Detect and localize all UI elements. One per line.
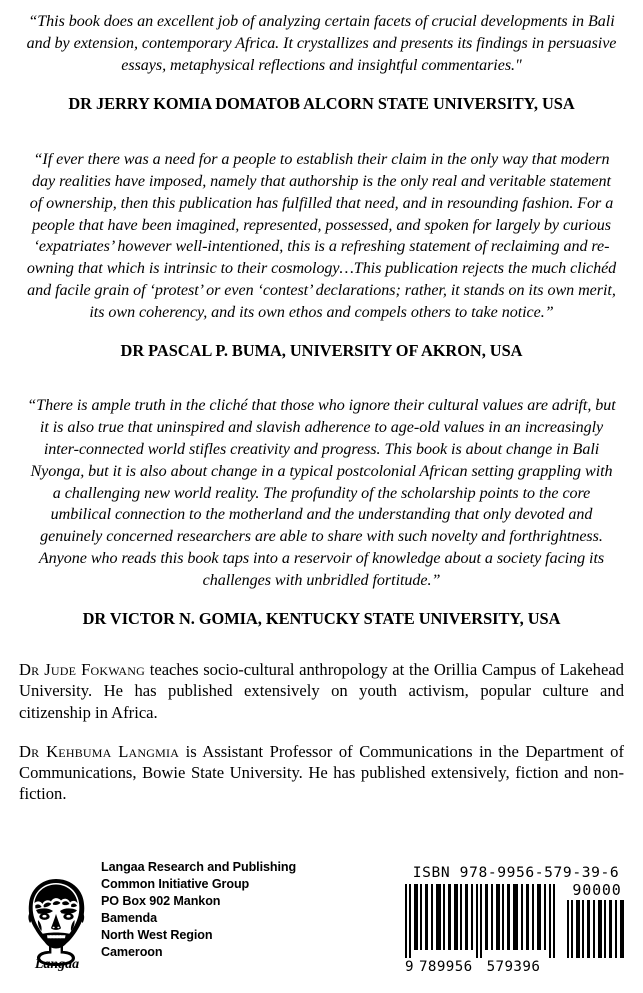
spacer-1: [16, 130, 627, 149]
ean-group-1: 789956: [418, 959, 473, 975]
endorsement-attribution-1: DR JERRY KOMIA DOMATOB ALCORN STATE UNIVERSITY, USA: [68, 93, 575, 113]
cover-footer: [0, 833, 643, 993]
author-name-1: Dr Jude Fokwang: [19, 659, 146, 679]
endorsement-block-1: [16, 11, 627, 114]
publisher-line-5: North West Region: [101, 928, 213, 943]
langaa-logo-icon: [22, 875, 92, 971]
publisher-address: [101, 859, 296, 971]
ean13-barcode: [405, 884, 557, 958]
addon-digits: 90000: [572, 881, 622, 899]
author-bios: [16, 659, 627, 805]
publisher-line-2: Common Initiative Group: [101, 877, 250, 892]
svg-text:Langaa: Langaa: [34, 957, 80, 971]
author-bio-text-2: is Assistant Professor of Communications in the Department of Communications, Bowie State University. He has published extensively, fiction and non-fiction.: [19, 741, 624, 804]
publisher-line-3: PO Box 902 Mankon: [101, 894, 221, 909]
author-bio-text-1: teaches socio-cultural anthropology at the Orillia Campus of Lakehead University. He has published extensively on youth activism, popular culture and citizenship in Africa.: [19, 659, 624, 722]
publisher-line-4: Bamenda: [101, 911, 157, 926]
isbn-text: ISBN 978-9956-579-39-6: [412, 864, 620, 881]
ean13-digits: [405, 959, 627, 975]
endorsement-quote-1: “This book does an excellent job of analyzing certain facets of crucial developments in Bali and by extension, contemporary Africa. It crystallizes and presents its findings in persuasive essays, metaphysical reflections and insightful commentaries.": [26, 13, 617, 74]
publisher-line-6: Cameroon: [101, 945, 163, 960]
endorsement-quote-2: “If ever there was a need for a people to establish their claim in the only way that modern day realities have imposed, namely that authorship is the only real and veritable statement of ownership, then this publication has fulfilled that need, and in resounding fashion. For a people that have been imagined, represented, possessed, and spoken for largely by curious ‘expatriates’ however well-intentioned, this is a refreshing statement of reclaiming and re-owning that which is intrinsic to their cosmology…This publication rejects the much clichéd and facile grain of ‘protest’ or even ‘contest’ declarations; rather, it stands on its own merit, its own coherency, and its own ethos and compels others to take notice.”: [26, 151, 617, 321]
endorsement-block-2: [16, 149, 627, 361]
ean5-addon: [567, 883, 627, 958]
author-bio-1: [19, 659, 624, 723]
isbn-barcode-block: [405, 864, 627, 975]
endorsement-block-3: [16, 395, 627, 629]
endorsement-attribution-2: DR PASCAL P. BUMA, UNIVERSITY OF AKRON, USA: [120, 340, 523, 360]
publisher-block: [22, 859, 296, 971]
endorsement-quote-3: “There is ample truth in the cliché that those who ignore their cultural values are adrift, but it is also true that uninspired and slavish adherence to age-old values in an increasingly inter-connected world stifles creativity and progress. This book is about change in Bali Nyonga, but it is also about change in a typical postcolonial African setting grappling with a challenging new world reality. The profundity of the scholarship points to the core umbilical connection to the motherland and the understanding that only devoted and genuinely concerned researchers are able to share with such novelty and forthrightness. Anyone who reads this book taps into a reservoir of knowledge about a society facing its challenges with unbridled fortitude.”: [27, 397, 616, 589]
barcode-bars-row: [405, 883, 627, 958]
ean-group-2: 579396: [486, 959, 541, 975]
endorsement-attribution-3: DR VICTOR N. GOMIA, KENTUCKY STATE UNIVERSITY, USA: [82, 608, 561, 628]
author-name-2: Dr Kehbuma Langmia: [19, 741, 180, 761]
ean-lead-digit: 9: [405, 959, 414, 975]
spacer-2: [16, 377, 627, 395]
publisher-line-1: Langaa Research and Publishing: [101, 860, 297, 875]
author-bio-2: [19, 741, 624, 805]
